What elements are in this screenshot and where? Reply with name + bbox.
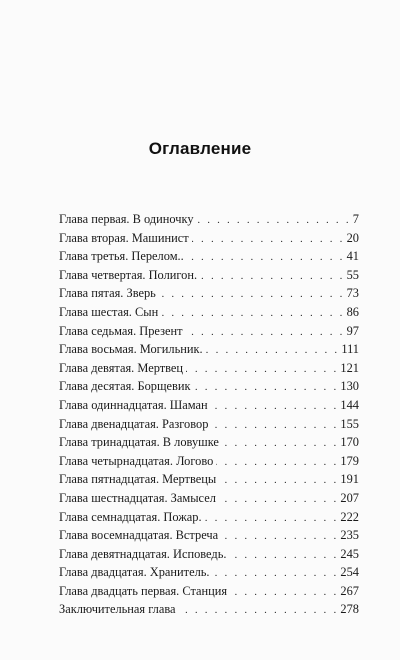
toc-entry-page-number: 235 xyxy=(340,528,359,543)
toc-entry-page-number: 155 xyxy=(340,416,359,431)
toc-entry-label: Глава одиннадцатая. Шаман xyxy=(59,397,208,412)
toc-entry-page-number: 86 xyxy=(346,304,359,319)
toc-entry-label: Глава десятая. Борщевик xyxy=(59,379,191,394)
dot-leader xyxy=(194,378,339,397)
toc-entry xyxy=(59,452,359,471)
dot-leader xyxy=(216,453,338,472)
toc-entry-page-number: 254 xyxy=(340,565,359,580)
toc-entry-page-number: 20 xyxy=(346,230,359,245)
toc-entry-label: Заключительная глава xyxy=(59,602,176,617)
toc-entry xyxy=(59,229,359,248)
toc-entry-page-number: 73 xyxy=(346,286,359,301)
toc-entry-label: Глава тринадцатая. В ловушке xyxy=(59,435,219,450)
toc-entry-label: Глава первая. В одиночку xyxy=(59,212,194,226)
toc-entry-page-number: 97 xyxy=(346,323,359,338)
toc-entry xyxy=(59,582,359,601)
dot-leader xyxy=(211,397,339,416)
dot-leader xyxy=(161,304,344,323)
toc-entry-page-number: 41 xyxy=(346,249,359,264)
toc-entry-label: Глава восьмая. Могильник. xyxy=(59,342,203,357)
dot-leader xyxy=(230,583,338,602)
toc-entry-label: Глава пятнадцатая. Мертвецы xyxy=(59,472,217,487)
toc-entry-label: Глава пятая. Зверь xyxy=(59,286,156,301)
toc-entry-page-number: 55 xyxy=(346,267,359,282)
toc-entry-page-number: 121 xyxy=(340,360,359,375)
toc-entry-page-number: 191 xyxy=(340,472,359,487)
dot-leader xyxy=(206,341,340,360)
toc-entry-label: Глава двадцатая. Хранитель. xyxy=(59,565,210,580)
toc-entry-page-number: 170 xyxy=(340,435,359,450)
toc-entry xyxy=(59,415,359,434)
toc-entry-page-number: 207 xyxy=(340,490,359,505)
dot-leader xyxy=(222,434,338,453)
dot-leader xyxy=(159,285,345,304)
toc-entry xyxy=(59,396,359,415)
toc-entry xyxy=(59,563,359,582)
toc-entry xyxy=(59,284,359,303)
dot-leader xyxy=(186,360,338,379)
toc-entry-label: Глава девятая. Мертвец xyxy=(59,360,184,375)
toc-entry xyxy=(59,470,359,489)
toc-entry-page-number: 222 xyxy=(340,509,359,524)
toc-entry-label: Глава третья. Перелом.. xyxy=(59,249,184,264)
toc-entry-page-number: 179 xyxy=(340,453,359,468)
dot-leader xyxy=(211,416,338,435)
toc-entry-page-number: 130 xyxy=(340,379,359,394)
dot-leader xyxy=(186,323,345,342)
toc-entry-label: Глава шестая. Сын xyxy=(59,304,159,319)
toc-entry xyxy=(59,340,359,359)
toc-entry-label: Глава семнадцатая. Пожар. xyxy=(59,509,202,524)
toc-entry-page-number: 278 xyxy=(340,602,359,617)
toc-entry xyxy=(59,508,359,527)
dot-leader xyxy=(229,546,338,565)
table-of-contents xyxy=(59,210,359,619)
toc-entry xyxy=(59,322,359,341)
toc-entry-page-number: 111 xyxy=(341,342,359,357)
toc-entry-label: Глава двадцать первая. Станция xyxy=(59,583,228,598)
toc-entry-label: Глава шестнадцатая. Замысел xyxy=(59,490,216,505)
toc-entry xyxy=(59,526,359,545)
toc-entry-label: Глава девятнадцатая. Исповедь. xyxy=(59,546,227,561)
dot-leader xyxy=(213,564,339,583)
toc-entry xyxy=(59,303,359,322)
dot-leader xyxy=(219,471,338,490)
dot-leader xyxy=(221,527,338,546)
toc-entry-page-number: 144 xyxy=(340,397,359,412)
dot-leader xyxy=(219,490,339,509)
toc-entry xyxy=(59,247,359,266)
toc-entry xyxy=(59,266,359,285)
toc-entry-label: Глава четвертая. Полигон. xyxy=(59,267,198,282)
toc-entry xyxy=(59,600,359,619)
dot-leader xyxy=(200,267,345,286)
toc-entry-label: Глава четырнадцатая. Логово xyxy=(59,453,214,468)
page-title: Оглавление xyxy=(148,139,252,158)
dot-leader xyxy=(205,509,339,528)
dot-leader xyxy=(192,230,345,249)
dot-leader xyxy=(187,248,345,267)
toc-entry xyxy=(59,433,359,452)
toc-entry-label: Глава вторая. Машинист xyxy=(59,230,189,245)
toc-entry-page-number: 245 xyxy=(340,546,359,561)
toc-entry-label: Глава восемнадцатая. Встреча xyxy=(59,528,219,543)
dot-leader xyxy=(179,601,339,620)
toc-entry-label: Глава двенадцатая. Разговор xyxy=(59,416,209,431)
toc-entry xyxy=(59,210,359,229)
toc-entry-page-number: 7 xyxy=(352,212,359,226)
toc-entry xyxy=(59,489,359,508)
toc-entry xyxy=(59,359,359,378)
toc-entry xyxy=(59,377,359,396)
toc-entry-label: Глава седьмая. Презент xyxy=(59,323,183,338)
dot-leader xyxy=(197,211,351,230)
toc-entry xyxy=(59,545,359,564)
toc-entry-page-number: 267 xyxy=(340,583,359,598)
